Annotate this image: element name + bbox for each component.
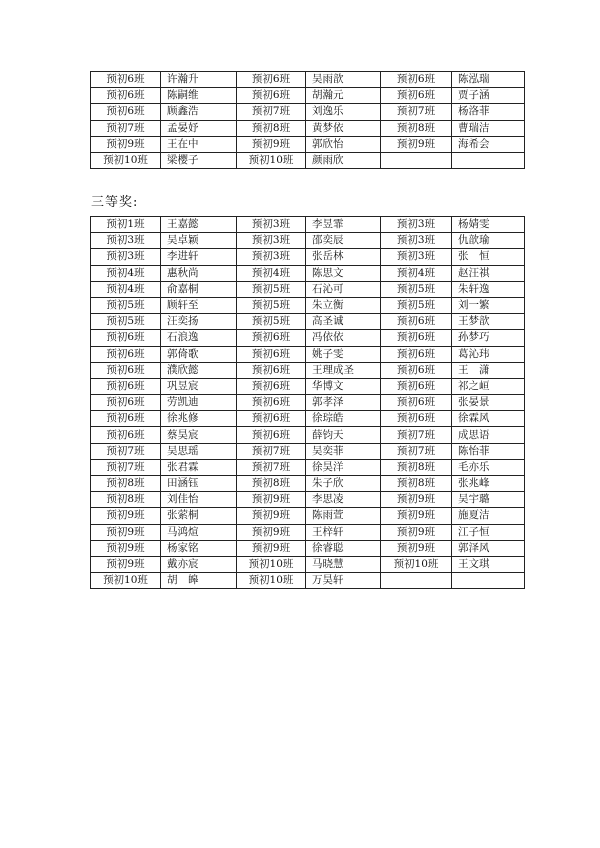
class-cell: 预初3班 xyxy=(381,249,452,265)
class-cell: 预初7班 xyxy=(237,459,306,475)
class-cell: 预初3班 xyxy=(237,233,306,249)
student-name-cell: 张兆峰 xyxy=(452,476,525,492)
class-cell: 预初5班 xyxy=(91,314,161,330)
student-name-cell: 石沁可 xyxy=(306,281,381,297)
class-cell: 预初6班 xyxy=(91,378,161,394)
table-row xyxy=(91,136,525,152)
student-name-cell: 贾子涵 xyxy=(452,88,525,104)
student-name-cell: 杨洛菲 xyxy=(452,104,525,120)
student-name-cell: 王梓轩 xyxy=(306,524,381,540)
student-name-cell: 王嘉懿 xyxy=(161,217,237,233)
student-name-cell: 徐琮皓 xyxy=(306,411,381,427)
class-cell: 预初9班 xyxy=(237,524,306,540)
student-name-cell: 石浪逸 xyxy=(161,330,237,346)
table-row xyxy=(91,104,525,120)
class-cell: 预初4班 xyxy=(91,265,161,281)
class-cell: 预初8班 xyxy=(91,492,161,508)
student-name-cell: 蔡昊宸 xyxy=(161,427,237,443)
class-cell: 预初7班 xyxy=(237,443,306,459)
student-name-cell: 颜雨欣 xyxy=(306,152,381,168)
class-cell: 预初10班 xyxy=(237,556,306,572)
class-cell: 预初3班 xyxy=(381,217,452,233)
student-name-cell: 刘佳怡 xyxy=(161,492,237,508)
class-cell: 预初10班 xyxy=(381,556,452,572)
table-row xyxy=(91,443,525,459)
class-cell: 预初8班 xyxy=(381,459,452,475)
student-name-cell: 李昱霏 xyxy=(306,217,381,233)
class-cell: 预初9班 xyxy=(91,540,161,556)
student-name-cell: 徐兆修 xyxy=(161,411,237,427)
class-cell: 预初3班 xyxy=(237,249,306,265)
student-name-cell: 陈嗣维 xyxy=(161,88,237,104)
table-row xyxy=(91,540,525,556)
class-cell xyxy=(381,152,452,168)
class-cell: 预初6班 xyxy=(91,88,161,104)
class-cell: 预初4班 xyxy=(237,265,306,281)
student-name-cell: 高圣诚 xyxy=(306,314,381,330)
student-name-cell: 吴宇璐 xyxy=(452,492,525,508)
class-cell: 预初9班 xyxy=(381,524,452,540)
class-cell: 预初5班 xyxy=(237,281,306,297)
class-cell: 预初5班 xyxy=(91,297,161,313)
class-cell: 预初1班 xyxy=(91,217,161,233)
student-name-cell: 孙梦巧 xyxy=(452,330,525,346)
class-cell: 预初6班 xyxy=(91,427,161,443)
table-row xyxy=(91,314,525,330)
student-name-cell: 江子恒 xyxy=(452,524,525,540)
class-cell: 预初9班 xyxy=(381,492,452,508)
class-cell: 预初5班 xyxy=(381,281,452,297)
table-row xyxy=(91,362,525,378)
student-name-cell: 戴亦宸 xyxy=(161,556,237,572)
class-cell: 预初9班 xyxy=(381,136,452,152)
table-row xyxy=(91,492,525,508)
student-name-cell: 张君霖 xyxy=(161,459,237,475)
student-name-cell: 薛钧天 xyxy=(306,427,381,443)
table-row xyxy=(91,120,525,136)
class-cell: 预初9班 xyxy=(381,540,452,556)
class-cell: 预初6班 xyxy=(91,395,161,411)
class-cell: 预初6班 xyxy=(381,346,452,362)
table-row xyxy=(91,346,525,362)
table-row xyxy=(91,411,525,427)
class-cell: 预初8班 xyxy=(381,120,452,136)
student-name-cell: 海希会 xyxy=(452,136,525,152)
student-name-cell: 王在中 xyxy=(161,136,237,152)
class-cell: 预初6班 xyxy=(237,411,306,427)
class-cell: 预初6班 xyxy=(237,395,306,411)
table-row xyxy=(91,427,525,443)
class-cell: 预初9班 xyxy=(91,136,161,152)
class-cell: 预初10班 xyxy=(237,573,306,589)
student-name-cell: 杨婧雯 xyxy=(452,217,525,233)
class-cell: 预初7班 xyxy=(91,459,161,475)
student-name-cell: 刘一繁 xyxy=(452,297,525,313)
student-name-cell: 郭孝泽 xyxy=(306,395,381,411)
student-name-cell: 祁之峘 xyxy=(452,378,525,394)
student-name-cell: 马晓慧 xyxy=(306,556,381,572)
table-row xyxy=(91,476,525,492)
table-row xyxy=(91,249,525,265)
class-cell: 预初8班 xyxy=(237,476,306,492)
class-cell: 预初6班 xyxy=(237,362,306,378)
student-name-cell: 劳凯迪 xyxy=(161,395,237,411)
student-name-cell: 黄梦依 xyxy=(306,120,381,136)
third-prize-table-body xyxy=(91,217,525,589)
class-cell: 预初6班 xyxy=(91,362,161,378)
student-name-cell: 徐昊洋 xyxy=(306,459,381,475)
student-name-cell: 朱轩逸 xyxy=(452,281,525,297)
student-name-cell: 王梦歆 xyxy=(452,314,525,330)
class-cell: 预初9班 xyxy=(91,556,161,572)
student-name-cell: 吴卓颖 xyxy=(161,233,237,249)
student-name-cell: 徐睿聪 xyxy=(306,540,381,556)
student-name-cell: 吴奕菲 xyxy=(306,443,381,459)
student-name-cell: 王文琪 xyxy=(452,556,525,572)
student-name-cell: 马鸿煊 xyxy=(161,524,237,540)
class-cell: 预初6班 xyxy=(381,378,452,394)
class-cell: 预初8班 xyxy=(237,120,306,136)
student-name-cell: 陈泓瑞 xyxy=(452,72,525,88)
student-name-cell: 曹瑞洁 xyxy=(452,120,525,136)
class-cell: 预初7班 xyxy=(381,443,452,459)
student-name-cell: 胡瀚元 xyxy=(306,88,381,104)
student-name-cell: 郭欣怡 xyxy=(306,136,381,152)
student-name-cell: 田涵钰 xyxy=(161,476,237,492)
student-name-cell: 汪奕扬 xyxy=(161,314,237,330)
student-name-cell: 葛沁玮 xyxy=(452,346,525,362)
table-row xyxy=(91,524,525,540)
student-name-cell: 王理成圣 xyxy=(306,362,381,378)
class-cell: 预初8班 xyxy=(381,476,452,492)
table-row xyxy=(91,217,525,233)
class-cell: 预初4班 xyxy=(381,265,452,281)
class-cell: 预初7班 xyxy=(237,104,306,120)
class-cell: 预初6班 xyxy=(381,395,452,411)
table-row xyxy=(91,297,525,313)
student-name-cell: 吴思瑶 xyxy=(161,443,237,459)
award-table-continued xyxy=(90,71,525,169)
class-cell: 预初6班 xyxy=(381,362,452,378)
student-name-cell: 顾鑫浩 xyxy=(161,104,237,120)
student-name-cell: 濮欣懿 xyxy=(161,362,237,378)
class-cell: 预初6班 xyxy=(91,330,161,346)
student-name-cell: 孟晏妤 xyxy=(161,120,237,136)
class-cell: 预初10班 xyxy=(237,152,306,168)
class-cell: 预初9班 xyxy=(237,136,306,152)
student-name-cell: 惠秋尚 xyxy=(161,265,237,281)
student-name-cell: 李思凌 xyxy=(306,492,381,508)
student-name-cell: 李进轩 xyxy=(161,249,237,265)
class-cell: 预初9班 xyxy=(237,508,306,524)
class-cell: 预初6班 xyxy=(91,411,161,427)
student-name-cell: 郭泽风 xyxy=(452,540,525,556)
class-cell: 预初3班 xyxy=(381,233,452,249)
class-cell: 预初4班 xyxy=(91,281,161,297)
student-name-cell xyxy=(452,573,525,589)
class-cell: 预初6班 xyxy=(91,346,161,362)
class-cell: 预初10班 xyxy=(91,152,161,168)
class-cell: 预初6班 xyxy=(237,330,306,346)
class-cell: 预初6班 xyxy=(381,88,452,104)
class-cell: 预初6班 xyxy=(237,427,306,443)
class-cell: 预初10班 xyxy=(91,573,161,589)
table-row xyxy=(91,556,525,572)
table-row xyxy=(91,395,525,411)
class-cell: 预初3班 xyxy=(91,233,161,249)
student-name-cell: 杨家铭 xyxy=(161,540,237,556)
table-row xyxy=(91,459,525,475)
class-cell: 预初6班 xyxy=(237,378,306,394)
student-name-cell xyxy=(452,152,525,168)
student-name-cell: 陈雨萱 xyxy=(306,508,381,524)
student-name-cell: 梁樱子 xyxy=(161,152,237,168)
class-cell: 预初3班 xyxy=(237,217,306,233)
table-row xyxy=(91,233,525,249)
student-name-cell: 吴雨歆 xyxy=(306,72,381,88)
student-name-cell: 胡 皞 xyxy=(161,573,237,589)
third-prize-heading: 三等奖: xyxy=(91,195,139,210)
class-cell: 预初5班 xyxy=(237,297,306,313)
student-name-cell: 陈怡菲 xyxy=(452,443,525,459)
class-cell: 预初9班 xyxy=(91,524,161,540)
table-row xyxy=(91,152,525,168)
class-cell: 预初6班 xyxy=(91,72,161,88)
student-name-cell: 朱立衡 xyxy=(306,297,381,313)
student-name-cell: 郭倚歌 xyxy=(161,346,237,362)
student-name-cell: 姚子雯 xyxy=(306,346,381,362)
table-row xyxy=(91,265,525,281)
student-name-cell: 刘逸乐 xyxy=(306,104,381,120)
student-name-cell: 华博文 xyxy=(306,378,381,394)
student-name-cell: 冯依依 xyxy=(306,330,381,346)
class-cell: 预初6班 xyxy=(237,346,306,362)
class-cell: 预初9班 xyxy=(237,492,306,508)
class-cell: 预初6班 xyxy=(381,330,452,346)
class-cell: 预初7班 xyxy=(91,120,161,136)
class-cell: 预初6班 xyxy=(237,72,306,88)
class-cell: 预初3班 xyxy=(91,249,161,265)
student-name-cell: 邵奕辰 xyxy=(306,233,381,249)
student-name-cell: 张 恒 xyxy=(452,249,525,265)
class-cell: 预初7班 xyxy=(381,104,452,120)
third-prize-table xyxy=(90,216,525,589)
student-name-cell: 巩昱宸 xyxy=(161,378,237,394)
class-cell: 预初6班 xyxy=(381,72,452,88)
table-row xyxy=(91,378,525,394)
table-row xyxy=(91,573,525,589)
student-name-cell: 顾轩至 xyxy=(161,297,237,313)
student-name-cell: 俞嘉桐 xyxy=(161,281,237,297)
table-row xyxy=(91,281,525,297)
class-cell: 预初8班 xyxy=(91,476,161,492)
student-name-cell: 施夏洁 xyxy=(452,508,525,524)
class-cell: 预初6班 xyxy=(237,88,306,104)
table-row xyxy=(91,508,525,524)
table-row xyxy=(91,72,525,88)
class-cell: 预初9班 xyxy=(237,540,306,556)
class-cell: 预初6班 xyxy=(381,314,452,330)
class-cell: 预初9班 xyxy=(381,508,452,524)
award-table-body xyxy=(91,72,525,169)
class-cell: 预初9班 xyxy=(91,508,161,524)
student-name-cell: 张岳林 xyxy=(306,249,381,265)
class-cell: 预初7班 xyxy=(381,427,452,443)
table-row xyxy=(91,330,525,346)
class-cell: 预初5班 xyxy=(237,314,306,330)
table-row xyxy=(91,88,525,104)
student-name-cell: 陈思文 xyxy=(306,265,381,281)
student-name-cell: 成思语 xyxy=(452,427,525,443)
student-name-cell: 徐霖风 xyxy=(452,411,525,427)
class-cell xyxy=(381,573,452,589)
student-name-cell: 王 潇 xyxy=(452,362,525,378)
student-name-cell: 朱子欣 xyxy=(306,476,381,492)
student-name-cell: 毛亦乐 xyxy=(452,459,525,475)
student-name-cell: 仇歆瑜 xyxy=(452,233,525,249)
student-name-cell: 张萦桐 xyxy=(161,508,237,524)
student-name-cell: 赵汪祺 xyxy=(452,265,525,281)
class-cell: 预初5班 xyxy=(381,297,452,313)
student-name-cell: 张晏景 xyxy=(452,395,525,411)
class-cell: 预初6班 xyxy=(91,104,161,120)
class-cell: 预初6班 xyxy=(381,411,452,427)
student-name-cell: 万昊轩 xyxy=(306,573,381,589)
class-cell: 预初7班 xyxy=(91,443,161,459)
student-name-cell: 许瀚升 xyxy=(161,72,237,88)
